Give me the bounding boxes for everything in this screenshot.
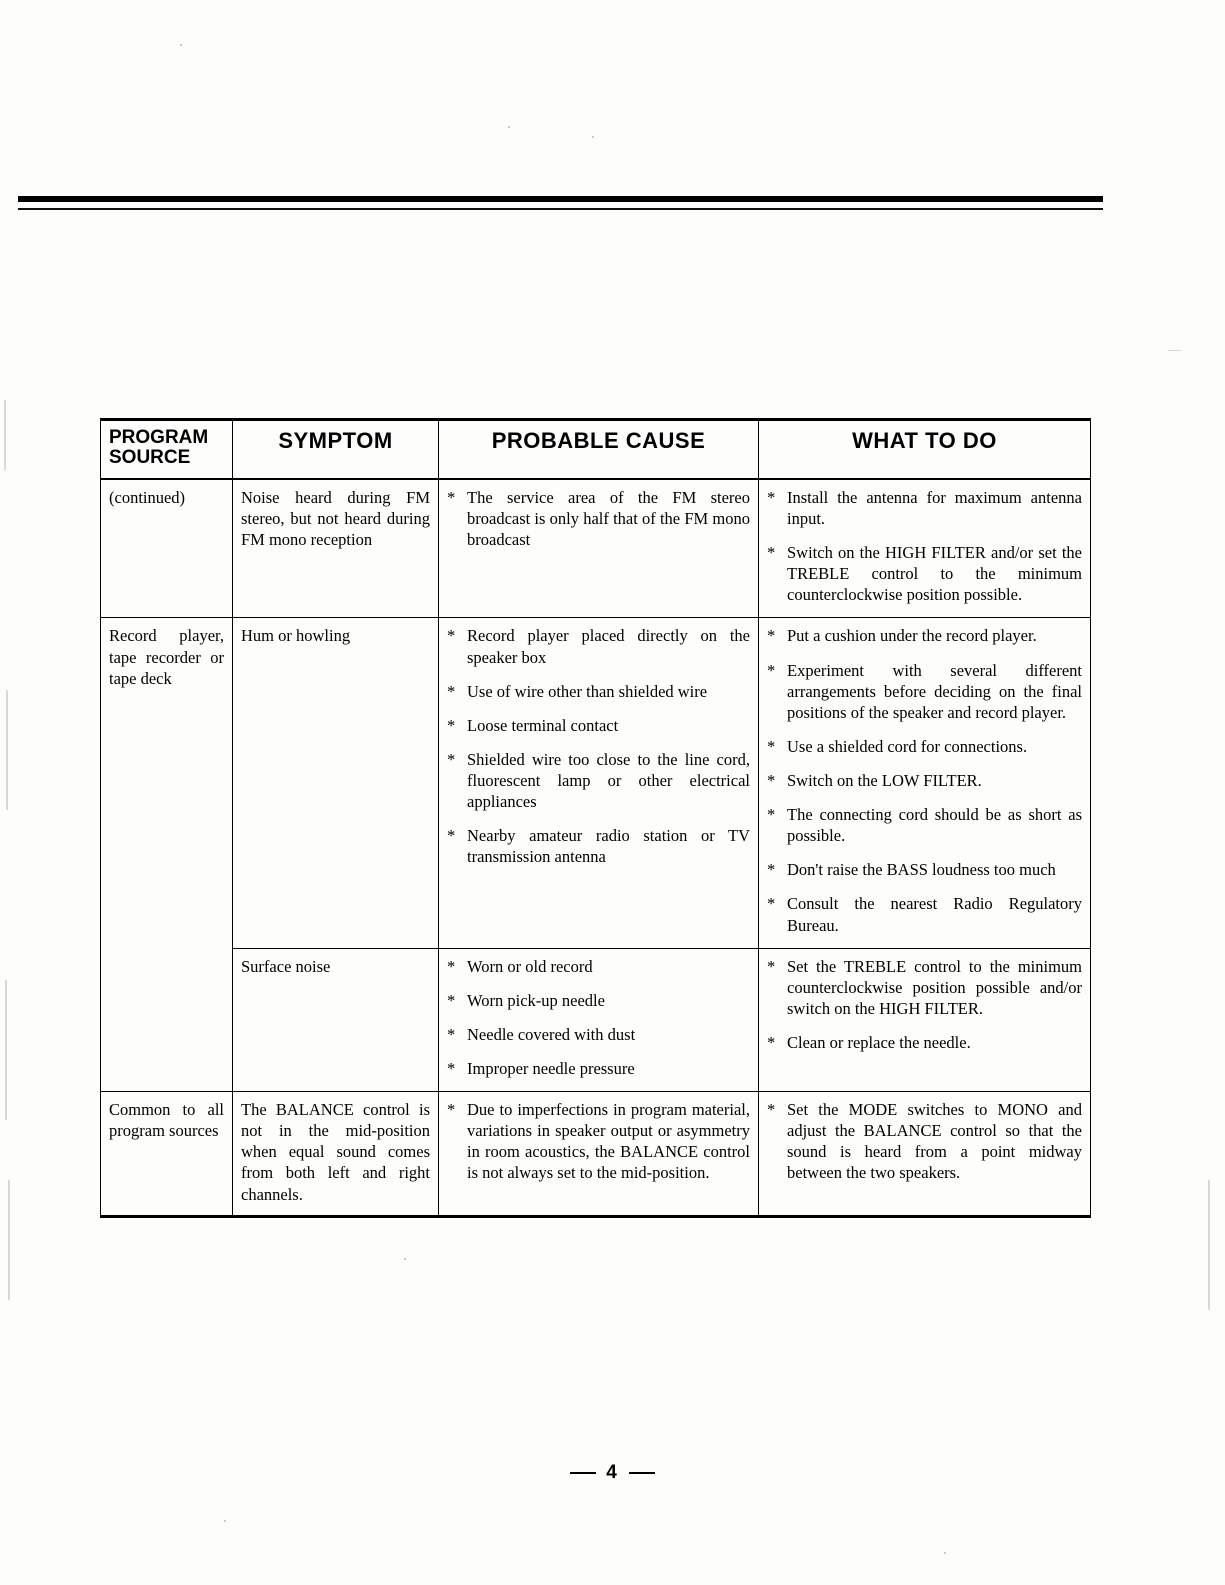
list-item-text: Worn or old record	[467, 956, 593, 976]
list-item-text: Use of wire other than shielded wire	[467, 681, 708, 701]
troubleshooting-table-wrapper	[100, 418, 1090, 1218]
cell-program-source: Common to all program sources	[101, 1092, 233, 1217]
cell-program-source	[101, 948, 233, 1091]
list-item-text: Put a cushion under the record player.	[787, 626, 1037, 646]
scan-speck-5	[224, 1520, 226, 1522]
page-number-dash-left	[570, 1472, 596, 1474]
list-item-text: Record player placed directly on the speaker box	[467, 626, 750, 667]
column-header-program-source: PROGRAM SOURCE	[101, 420, 233, 479]
list-item	[767, 736, 1082, 757]
cell-what-to-do	[759, 618, 1091, 948]
list-item	[767, 487, 1082, 529]
list-item	[447, 825, 750, 867]
star-bullet-icon: *	[767, 770, 776, 790]
list-item	[767, 1099, 1082, 1183]
list-item	[767, 625, 1082, 646]
list-item-text: Set the TREBLE control to the minimum counterclockwise position possible and/or switch on the HIGH FILTER.	[787, 956, 1082, 1018]
scan-artifact-left-1	[4, 400, 6, 470]
cause-list	[447, 1099, 750, 1183]
scan-speck-6	[944, 1552, 946, 1554]
cell-probable-cause	[439, 479, 759, 618]
cell-symptom: The BALANCE control is not in the mid-position when equal sound comes from both left and right channels.	[233, 1092, 439, 1217]
list-item-text: Consult the nearest Radio Regulatory Bureau.	[787, 894, 1082, 935]
list-item-text: Experiment with several different arrangements before deciding on the final positions of the speaker and record player.	[787, 660, 1082, 722]
star-bullet-icon: *	[447, 826, 456, 846]
list-item	[767, 542, 1082, 605]
list-item-text: Loose terminal contact	[467, 715, 619, 735]
list-item-text: Don't raise the BASS loudness too much	[787, 860, 1056, 880]
list-item	[447, 1058, 750, 1079]
list-item-text: Nearby amateur radio station or TV transmission antenna	[467, 826, 750, 867]
action-list	[767, 1099, 1082, 1183]
scan-artifact-right-2	[1168, 350, 1182, 351]
list-item	[447, 681, 750, 702]
scan-artifact-right-1	[1208, 1180, 1210, 1310]
list-item-text: Set the MODE switches to MONO and adjust the BALANCE control so that the sound is heard from a point midway between the two speakers.	[787, 1100, 1082, 1183]
list-item	[767, 956, 1082, 1019]
list-item-text: The service area of the FM stereo broadcast is only half that of the FM mono broadcast	[467, 487, 750, 550]
star-bullet-icon: *	[767, 660, 776, 680]
star-bullet-icon: *	[767, 626, 776, 646]
list-item-text: Switch on the LOW FILTER.	[787, 770, 982, 790]
scan-speck-3	[592, 136, 594, 138]
scan-artifact-left-3	[5, 980, 7, 1120]
table-body	[101, 479, 1091, 1216]
list-item	[767, 893, 1082, 935]
list-item-text: Worn pick-up needle	[467, 990, 605, 1010]
cause-list	[447, 956, 750, 1079]
scan-artifact-left-2	[6, 690, 8, 810]
list-item	[447, 956, 750, 977]
list-item	[447, 749, 750, 812]
list-item	[767, 804, 1082, 846]
list-item	[767, 859, 1082, 880]
list-item	[767, 770, 1082, 791]
list-item-text: Install the antenna for maximum antenna input.	[787, 487, 1082, 528]
column-header-what-to-do: WHAT TO DO	[759, 420, 1091, 479]
cause-list	[447, 487, 750, 550]
cell-probable-cause	[439, 948, 759, 1091]
cell-symptom: Hum or howling	[233, 618, 439, 948]
cell-symptom: Surface noise	[233, 948, 439, 1091]
column-header-probable-cause: PROBABLE CAUSE	[439, 420, 759, 479]
list-item	[447, 1099, 750, 1183]
list-item	[447, 715, 750, 736]
scan-artifact-left-4	[8, 1180, 10, 1300]
action-list	[767, 487, 1082, 606]
cell-program-source: (continued)	[101, 479, 233, 618]
star-bullet-icon: *	[447, 749, 456, 769]
list-item-text: Due to imperfections in program material, variations in speaker output or asymmetry in room acoustics, the BALANCE control is not always set to the mid-position.	[467, 1100, 750, 1183]
star-bullet-icon: *	[767, 543, 776, 563]
list-item	[447, 1024, 750, 1045]
star-bullet-icon: *	[767, 805, 776, 825]
list-item-text: The connecting cord should be as short as possible.	[787, 805, 1082, 846]
list-item	[767, 1032, 1082, 1053]
column-header-symptom: SYMPTOM	[233, 420, 439, 479]
cause-list	[447, 625, 750, 867]
list-item-text: Switch on the HIGH FILTER and/or set the TREBLE control to the minimum counterclockwise position possible.	[787, 543, 1082, 605]
table-row	[101, 1092, 1091, 1217]
star-bullet-icon: *	[767, 1032, 776, 1052]
star-bullet-icon: *	[767, 736, 776, 756]
star-bullet-icon: *	[767, 487, 776, 507]
list-item	[447, 487, 750, 550]
header-rule-thick	[18, 196, 1103, 202]
scan-speck-1	[180, 44, 182, 46]
star-bullet-icon: *	[447, 487, 456, 507]
action-list	[767, 956, 1082, 1053]
star-bullet-icon: *	[767, 1100, 776, 1120]
header-rule-thin	[18, 208, 1103, 210]
table-row	[101, 618, 1091, 948]
page-number-dash-right	[629, 1472, 655, 1474]
list-item-text: Improper needle pressure	[467, 1058, 635, 1078]
scan-speck-4	[404, 1258, 406, 1260]
star-bullet-icon: *	[447, 956, 456, 976]
star-bullet-icon: *	[767, 894, 776, 914]
list-item	[447, 625, 750, 667]
list-item-text: Needle covered with dust	[467, 1024, 636, 1044]
page-number	[0, 1462, 1225, 1484]
table-header	[101, 420, 1091, 479]
star-bullet-icon: *	[447, 715, 456, 735]
table-row	[101, 948, 1091, 1091]
star-bullet-icon: *	[447, 1024, 456, 1044]
star-bullet-icon: *	[767, 860, 776, 880]
list-item-text: Shielded wire too close to the line cord, fluorescent lamp or other electrical appliances	[467, 749, 750, 812]
cell-probable-cause	[439, 1092, 759, 1217]
list-item	[447, 990, 750, 1011]
cell-what-to-do	[759, 948, 1091, 1091]
list-item-text: Clean or replace the needle.	[787, 1032, 971, 1052]
cell-program-source: Record player, tape recorder or tape deck	[101, 618, 233, 948]
troubleshooting-table	[100, 418, 1091, 1218]
action-list	[767, 625, 1082, 935]
star-bullet-icon: *	[447, 1058, 456, 1078]
table-row	[101, 479, 1091, 618]
cell-what-to-do	[759, 479, 1091, 618]
star-bullet-icon: *	[447, 681, 456, 701]
cell-probable-cause	[439, 618, 759, 948]
star-bullet-icon: *	[447, 990, 456, 1010]
cell-what-to-do	[759, 1092, 1091, 1217]
list-item-text: Use a shielded cord for connections.	[787, 736, 1028, 756]
cell-symptom: Noise heard during FM stereo, but not heard during FM mono reception	[233, 479, 439, 618]
star-bullet-icon: *	[767, 956, 776, 976]
star-bullet-icon: *	[447, 1100, 456, 1120]
page-number-value: 4	[606, 1462, 619, 1483]
list-item	[767, 660, 1082, 723]
star-bullet-icon: *	[447, 626, 456, 646]
scan-speck-2	[508, 126, 510, 128]
